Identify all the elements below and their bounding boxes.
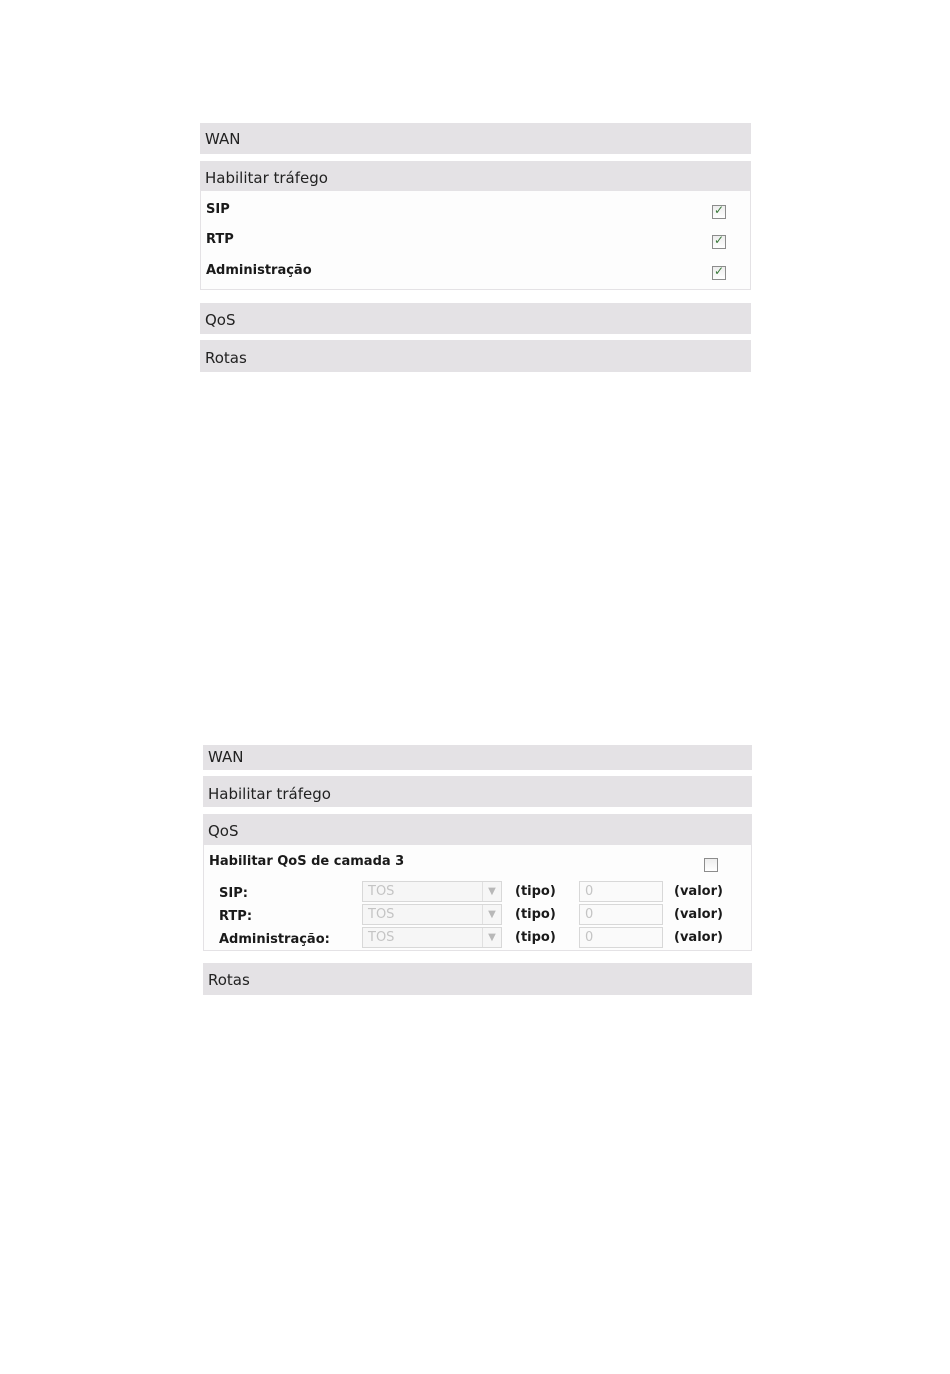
sip-qos-type-value: TOS [368, 884, 395, 899]
network-settings-panel-top [200, 123, 751, 372]
qos-enable-label: Habilitar QoS de camada 3 [209, 854, 405, 869]
section-title-habilitar-trafego: Habilitar tráfego [208, 785, 331, 803]
section-header-qos[interactable] [203, 814, 752, 845]
qos-tipo-label: (tipo) [515, 907, 556, 922]
rtp-qos-value: 0 [585, 907, 594, 922]
sip-qos-type-select[interactable] [362, 881, 502, 902]
traffic-row-rtp [206, 231, 750, 253]
qos-section-body [203, 845, 752, 951]
traffic-label-rtp: RTP [206, 232, 234, 247]
qos-row-sip [204, 881, 751, 903]
chevron-down-icon: ▼ [482, 882, 501, 901]
qos-valor-label: (valor) [674, 907, 723, 922]
rtp-qos-value-input[interactable] [579, 904, 663, 925]
section-title-wan: WAN [205, 130, 241, 148]
rtp-traffic-checkbox[interactable] [712, 235, 726, 249]
qos-label-rtp: RTP: [219, 909, 253, 924]
qos-valor-label: (valor) [674, 884, 723, 899]
sip-qos-value: 0 [585, 884, 594, 899]
rtp-qos-type-value: TOS [368, 907, 395, 922]
section-title-habilitar-trafego: Habilitar tráfego [205, 169, 328, 187]
administracao-qos-value: 0 [585, 930, 594, 945]
section-header-habilitar-trafego[interactable] [203, 776, 752, 807]
qos-label-sip: SIP: [219, 886, 248, 901]
section-header-wan[interactable] [203, 745, 752, 770]
traffic-section-body [200, 191, 751, 290]
section-title-rotas: Rotas [205, 349, 247, 367]
section-header-wan[interactable] [200, 123, 751, 154]
administracao-traffic-checkbox[interactable] [712, 266, 726, 280]
section-title-qos: QoS [205, 311, 236, 329]
chevron-down-icon: ▼ [482, 928, 501, 947]
section-header-qos[interactable] [200, 303, 751, 334]
traffic-label-administracao: Administração [206, 263, 312, 278]
section-header-habilitar-trafego[interactable] [200, 161, 751, 191]
section-header-rotas[interactable] [203, 963, 752, 995]
sip-qos-value-input[interactable] [579, 881, 663, 902]
chevron-down-icon: ▼ [482, 905, 501, 924]
section-title-qos: QoS [208, 822, 239, 840]
qos-enable-checkbox[interactable] [704, 858, 718, 872]
qos-tipo-label: (tipo) [515, 884, 556, 899]
network-settings-panel-bottom [203, 745, 752, 995]
traffic-row-administracao [206, 262, 750, 284]
section-title-wan: WAN [208, 748, 244, 766]
administracao-qos-value-input[interactable] [579, 927, 663, 948]
qos-label-administracao: Administração: [219, 932, 330, 947]
administracao-qos-type-value: TOS [368, 930, 395, 945]
sip-traffic-checkbox[interactable] [712, 205, 726, 219]
section-title-rotas: Rotas [208, 971, 250, 989]
qos-tipo-label: (tipo) [515, 930, 556, 945]
traffic-label-sip: SIP [206, 202, 230, 217]
qos-row-administracao [204, 927, 751, 949]
qos-row-rtp [204, 904, 751, 926]
administracao-qos-type-select[interactable] [362, 927, 502, 948]
qos-valor-label: (valor) [674, 930, 723, 945]
rtp-qos-type-select[interactable] [362, 904, 502, 925]
traffic-row-sip [206, 201, 750, 223]
section-header-rotas[interactable] [200, 340, 751, 372]
